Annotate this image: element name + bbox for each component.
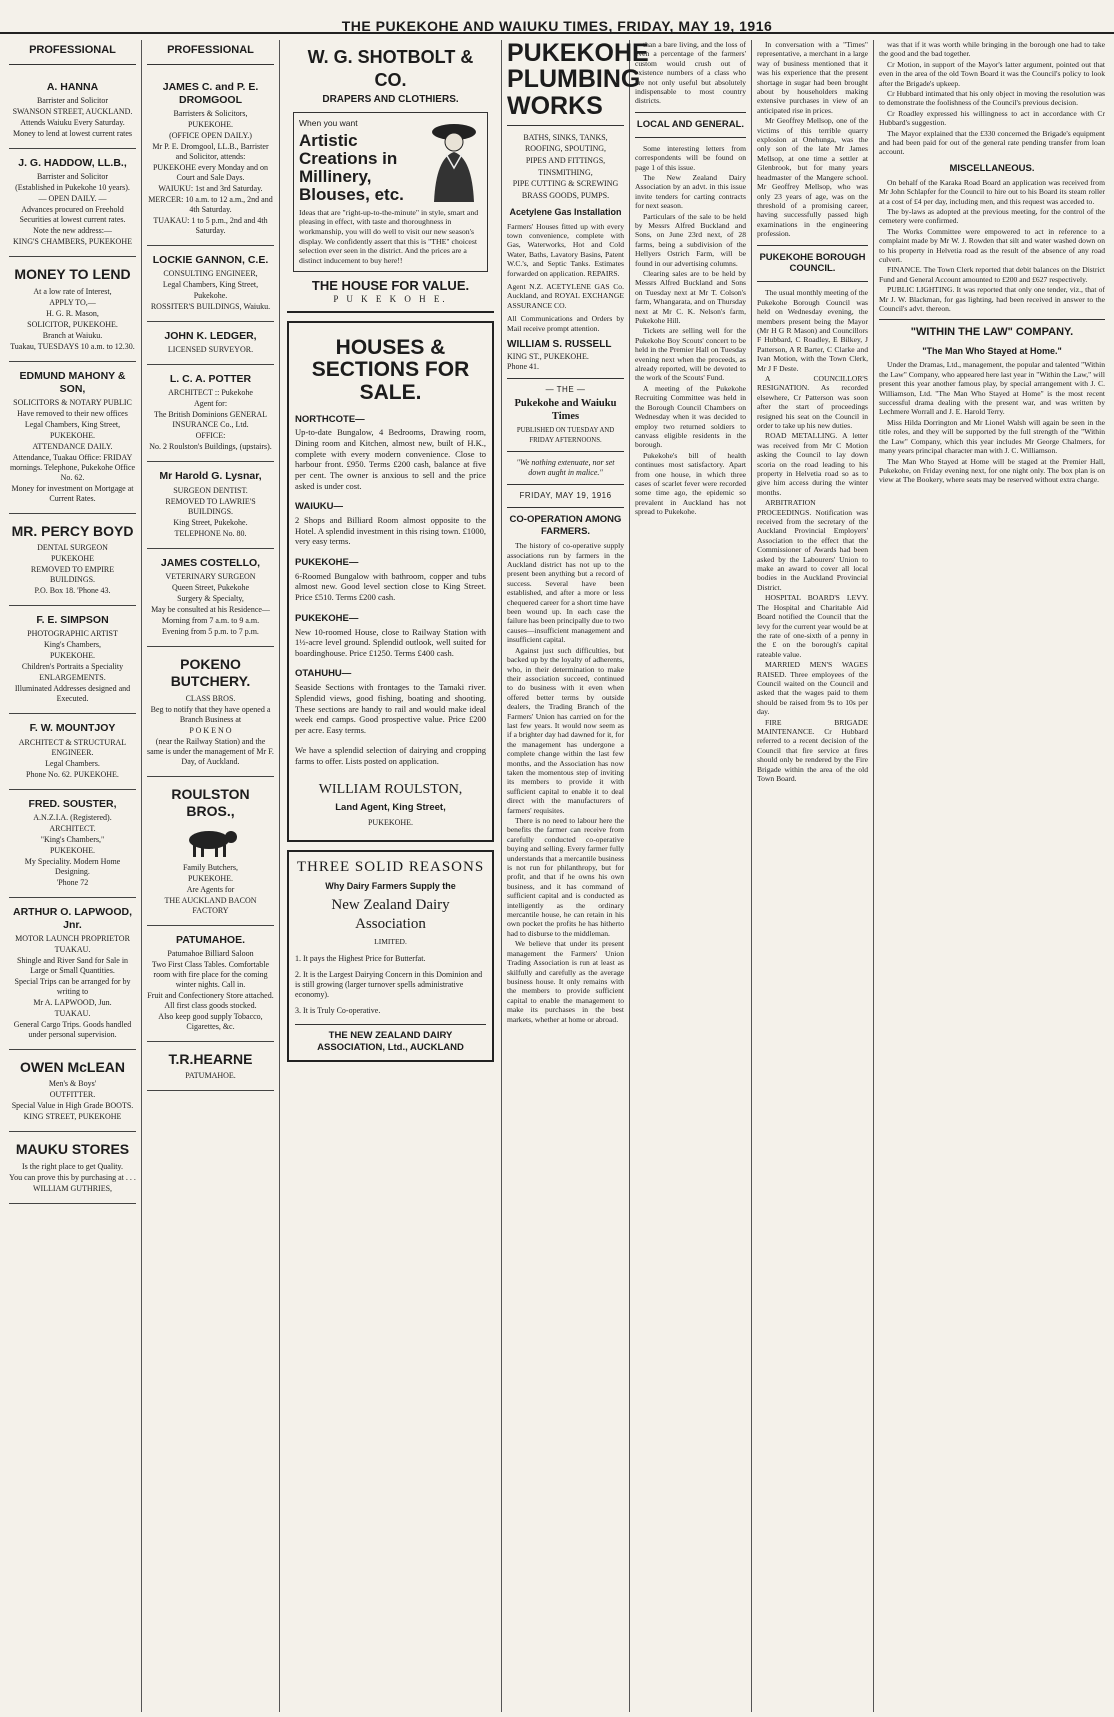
listing-text: 6-Roomed Bungalow with bathroom, copper and tubs almost new. Good level section close to King Street. Price £510. Terms £200 cash. [295, 570, 486, 603]
professional-card [9, 257, 136, 362]
professional-card [9, 1132, 136, 1204]
service-line: PIPE CUTTING & SCREWING [512, 179, 619, 189]
card-name: MONEY TO LEND [14, 266, 131, 282]
editorial-body [507, 541, 624, 1024]
card-name: JOHN K. LEDGER, [164, 330, 257, 343]
card-line: PUKEKOHE. [49, 430, 96, 440]
column-plumbing-editorial [502, 39, 649, 1712]
paragraph: In conversation with a "Times" representative, a merchant in a large way of business mentioned that it was his experience that the present shortage in sugar had been brought about by householders making extensive purchases in view of an anticipated rise in prices. [757, 40, 868, 115]
shotbolt-ad [287, 40, 494, 313]
card-name: EDMUND MAHONY & SON, [19, 369, 126, 395]
column-council-play [874, 40, 1110, 1712]
professional-card [147, 246, 274, 322]
card-line: At a low rate of Interest, [33, 286, 112, 296]
paragraph: FINANCE. The Town Clerk reported that debit balances on the District Fund and General Account amounted to £200 and £627 respectively. [879, 265, 1105, 284]
paragraph: The Works Committee were empowered to act in reference to a complaint made by Mr W. J. Rowden that silt and water washed down on to his property in Helvetia road as the result of the absence of any road culvert. [879, 226, 1105, 264]
card-line: Have removed to their new offices [17, 408, 128, 418]
miscellaneous-body [879, 178, 1105, 314]
shotbolt-name: W. G. SHOTBOLT & CO. [307, 47, 474, 90]
service-line: PIPES AND FITTINGS, [525, 155, 606, 165]
paragraph: The Man Who Stayed at Home will be staged at the Premier Hall, Pukekohe, on Friday evening next, for one night only. The box plan is on view at The Bookery, where seats may be reserved without extra charge. [879, 456, 1105, 485]
card-line: Note the new address:— [33, 226, 112, 235]
card-line: MERCER: 10 a.m. to 12 a.m., 2nd and 4th Saturday. [148, 195, 273, 214]
card-line: SOLICITOR, PUKEKOHE. [27, 319, 118, 329]
lady-portrait-illustration [424, 118, 482, 202]
council-continuation [879, 40, 1105, 157]
card-line: TELEPHONE No. 80. [174, 528, 247, 538]
paragraph: Pukekohe's bill of health continues most satisfactory. Apart from one house, in which three cases of scarlet fever were recorded some time ago, the epidemic so prevalent in Auckland has not spread to Pukekohe. [635, 450, 746, 517]
card-line: Special Value in High Grade BOOTS. [11, 1101, 134, 1111]
card-line: Mr A. LAPWOOD, Jun. [33, 997, 112, 1007]
paragraph: The New Zealand Dairy Association by an advt. in this issue invite tenders for carting contracts for next season. [635, 172, 746, 211]
property-listing [295, 557, 486, 603]
paragraph: We believe that under its present management the Farmers' Union Trading Association is run at least as skilfully and carefully as the average business house. It only remains with the members to provide sufficient capital to enable the management to make its purchases in the best markets, whether at home or abroad. [507, 939, 624, 1024]
card-line: 'Phone 72 [56, 877, 89, 887]
plumbing-services [507, 132, 624, 202]
service-line: TINSMITHING, [538, 167, 593, 177]
card-line: ATTENDANCE DAILY. [32, 441, 113, 451]
card-line: LICENSED SURVEYOR. [167, 345, 254, 355]
plumbing-contact: All Communications and Orders by Mail receive prompt attention. [507, 314, 624, 333]
card-line: Legal Chambers, King Street, [162, 280, 259, 290]
card-line: REMOVED TO EMPIRE BUILDINGS. [30, 565, 115, 585]
card-line: OUTFITTER. [49, 1090, 96, 1100]
column-advertisements [280, 40, 502, 1712]
shotbolt-body: Ideas that are "right-up-to-the-minute" in style, smart and pleasing in effect, with taste and thoroughness in workmanship, you will do well to visit our new season's display. We confidently assert that this is "THE" choicest selection ever seen in the district. And the prices are a distinct inducement to buy here!! [299, 207, 479, 266]
reasons-footer: THE NEW ZEALAND DAIRY ASSOCIATION, Ltd., AUCKLAND [295, 1024, 486, 1054]
card-line: Men's & Boys' [48, 1079, 97, 1089]
card-name: OWEN McLEAN [20, 1058, 125, 1075]
professional-card [147, 462, 274, 548]
paragraph: was that if it was worth while bringing in the borough one had to take the good and the bad together. [879, 40, 1105, 59]
card-line: ENLARGEMENTS. [39, 673, 106, 683]
card-line: Are Agents for [186, 884, 235, 894]
property-listing [295, 414, 486, 492]
column-professional-1 [4, 40, 142, 1712]
paragraph: Miss Hilda Dorrington and Mr Lionel Walsh will again be seen in the title roles, and they will be supported by the full strength of the "Within the Law" Company, which this year includes Mr George Chalmers, for many years principal character man with J. C. Williamson. [879, 417, 1105, 456]
property-listing [295, 613, 486, 659]
professional-card [147, 777, 274, 926]
agent-name: WILLIAM ROULSTON, [318, 781, 463, 797]
listing-place: NORTHCOTE— [295, 413, 365, 425]
card-line: ARCHITECT. [49, 823, 96, 833]
professional-cards [9, 73, 136, 1204]
card-line: King Street, Pukekohe. [173, 517, 248, 527]
card-line: (OFFICE OPEN DAILY.) [169, 131, 252, 140]
card-line: P O K E N O [189, 725, 232, 735]
card-name: A. HANNA [46, 80, 99, 93]
paragraph: The Mayor explained that the £330 concerned the Brigade's equipment and had been paid for out of the general rate pending transfer from loan account. [879, 128, 1105, 157]
plumbing-agent: Agent N.Z. ACETYLENE GAS Co. Auckland, and ROYAL EXCHANGE ASSURANCE CO. [507, 282, 624, 310]
card-name: POKENO BUTCHERY. [170, 655, 251, 690]
agent-town: PUKEKOHE. [367, 818, 414, 828]
card-line: Attendance, Tuakau Office: FRIDAY mornings. Telephone, Pukekohe Office No. 62. [9, 452, 136, 482]
paragraph: There is no need to labour here the benefits the farmer can receive from carefully conducted co-operative buying and selling. Every farmer fully understands that a mercantile business is not run for philanthropy, but for profit, and that if he owns his own business, and it has command of sufficient capital and is conducted as intelligently as the ordinary mercantile house, he can retain in his own pocket the profits he has hitherto had to disburse to the middleman. [507, 816, 624, 938]
card-name: MAUKU STORES [15, 1141, 130, 1158]
column-professional-2 [142, 40, 280, 1712]
card-line: CONSULTING ENGINEER, [163, 269, 258, 279]
professional-card [9, 606, 136, 714]
card-line: REMOVED TO LAWRIE'S BUILDINGS. [165, 496, 256, 516]
paragraph: Mr Geoffrey Mellsop, one of the victims of this terrible quarry explosion at Onehunga, was the only son of the late Mr James Mellsop, at one time a settler at Glenbrook, but for many years headmaster of the Mangere school. Mr Geoffrey Mellsop, who was only 23 years of age, was on the threshold of a promising career, having successfully passed high examinations in the engineering profession. [757, 116, 868, 239]
card-line: H. G. R. Mason, [46, 308, 99, 318]
paragraph: Cr Roadley expressed his willingness to act in accordance with Cr Hubbard's suggestion. [879, 108, 1105, 128]
professional-card [147, 926, 274, 1042]
card-name: J. G. HADDOW, LL.B., [18, 156, 127, 169]
card-line: VETERINARY SURGEON [165, 571, 256, 581]
professional-card [147, 322, 274, 365]
card-name: JAMES COSTELLO, [160, 556, 261, 569]
card-line: Beg to notify that they have opened a Branch Business at [150, 704, 271, 724]
professional-card [9, 1050, 136, 1133]
card-line: King's Chambers, [44, 640, 101, 650]
local-general-body [635, 144, 746, 517]
card-name: ARTHUR O. LAPWOOD, Jnr. [13, 905, 132, 931]
paragraph: than a bare living, and the loss of even a percentage of the farmers' custom would crush out of existence numbers of a class who are not only useful but absolutely indispensable to most country districts. [635, 40, 746, 106]
bull-icon [179, 825, 243, 859]
miscellaneous-title: MISCELLANEOUS. [949, 162, 1035, 174]
reasons-list [295, 954, 486, 1016]
professional-card [147, 73, 274, 246]
card-line: Legal Chambers. [45, 758, 100, 768]
card-line: Evening from 5 p.m. to 7 p.m. [162, 626, 259, 636]
acetylene-heading: Acetylene Gas Installation [509, 207, 622, 218]
masthead [0, 0, 1114, 34]
reason-item: 1. It pays the Highest Price for Butterfat. [295, 953, 426, 963]
card-line: Morning from 7 a.m. to 9 a.m. [161, 615, 260, 625]
card-line: Pukekohe. [193, 291, 228, 301]
card-line: Surgery & Specialty, [177, 593, 244, 603]
listing-place: WAIUKU— [295, 501, 344, 513]
card-line: Tuakau, TUESDAYS 10 a.m. to 12.30. [10, 341, 135, 351]
card-line: WILLIAM GUTHRIES, [32, 1183, 113, 1193]
houses-note: We have a splendid selection of dairying and cropping farms to offer. Lists posted on application. [295, 745, 486, 767]
paragraph: On behalf of the Karaka Road Board an application was received from Mr John Schlapfer for the Council to hire out to his Board its steam roller at a cost of £4 per day, including men, and this request was acceded to. [879, 177, 1105, 206]
card-line: PUKEKOHE. [187, 120, 234, 129]
card-line: Money for investment on Mortgage at Current Rates. [11, 483, 134, 503]
card-name: FRED. SOUSTER, [28, 797, 117, 810]
professional-cards [147, 73, 274, 1092]
service-line: ROOFING, SPOUTING, [524, 144, 607, 154]
card-line: PUKEKOHE. [49, 845, 96, 855]
plumbing-phone: Phone 41. [507, 361, 539, 371]
local-general-title: LOCAL AND GENERAL. [636, 118, 745, 130]
news-items [757, 40, 868, 239]
paragraph: Tickets are selling well for the Pukekohe Boy Scouts' concert to be held in the Premier Hall on Tuesday evening next when the proceeds, as already reported, will be devoted to the work of the Scouts' Fund. [635, 326, 746, 383]
shotbolt-sub: DRAPERS AND CLOTHIERS. [322, 94, 459, 105]
reasons-company: New Zealand Dairy Association [331, 897, 450, 932]
professional-card [9, 149, 136, 257]
professional-card [9, 790, 136, 898]
card-line: (near the Railway Station) and the same is under the management of Mr F. Day, of Auckland. [147, 736, 274, 766]
listing-place: OTAHUHU— [295, 668, 352, 680]
paragraph: Cr Hubbard intimated that his only object in moving the resolution was to demonstrate the foolishness of the Council's previous decision. [879, 89, 1105, 108]
card-line: Barristers & Solicitors, [173, 109, 248, 118]
card-name: F. E. SIMPSON [36, 614, 109, 627]
play-title: "WITHIN THE LAW" COMPANY. [910, 326, 1074, 339]
card-line: Advances procured on Freehold Securities at lowest current rates. [19, 205, 126, 224]
agent-line: Land Agent, King Street, [335, 802, 446, 814]
paragraph: FIRE BRIGADE MAINTENANCE. Cr Hubbard referred to a recent decision of the Council that fire service at fires should only be rendered by the Fire Brigade within the area of the old Town Board. [757, 717, 868, 783]
paper-the: — THE — [545, 384, 586, 394]
card-line: TUAKAU. [54, 944, 91, 954]
card-line: — OPEN DAILY. — [38, 194, 107, 203]
card-line: My Speciality. Modern Home Designing. [24, 856, 121, 876]
card-line: THE AUCKLAND BACON FACTORY [164, 895, 257, 915]
plumbing-owner: WILLIAM S. RUSSELL [507, 339, 612, 351]
card-line: PUKEKOHE [50, 554, 95, 564]
card-line: Attends Waiuku Every Saturday. [20, 117, 125, 127]
card-line: (Established in Pukekohe 10 years). [15, 183, 130, 192]
plumbing-owner-address: KING ST., PUKEKOHE. [507, 351, 589, 361]
article-continuation [635, 40, 746, 106]
card-line: PHOTOGRAPHIC ARTIST [27, 629, 118, 639]
houses-for-sale-ad [287, 321, 494, 842]
borough-body [757, 288, 868, 783]
card-line: KING'S CHAMBERS, PUKEKOHE [12, 237, 132, 246]
card-line: PUKEKOHE. [49, 651, 96, 661]
card-line: PUKEKOHE. [187, 873, 234, 883]
paragraph: Particulars of the sale to be held by Messrs Alfred Buckland and Sons, on June 23rd next, of 28 farms, being a subdivision of the Hellyers Ostrich Farm, will be found in our advertising columns. [635, 211, 746, 268]
play-body [879, 360, 1105, 484]
card-name: ROULSTON BROS., [171, 785, 250, 820]
paragraph: Clearing sales are to be held by Messrs Alfred Buckland and Sons on Tuesday next at Mr T. Colson's farm, Whangarata, and on Thursday next at Mr C. K. Nelson's farm, Pukekohe Hill. [635, 269, 746, 326]
property-listing [295, 668, 486, 735]
paragraph: A COUNCILLOR'S RESIGNATION. As recorded elsewhere, Cr Patterson was soon after the start of proceedings resigned his seat on the Council in order to take up his new duties. [757, 373, 868, 430]
card-line: Barrister and Solicitor [36, 95, 109, 105]
card-line: Branch at Waiuku. [42, 330, 103, 340]
professional-card [147, 647, 274, 777]
listing-place: PUKEKOHE— [295, 556, 359, 568]
card-line: Phone No. 62. PUKEKOHE. [26, 769, 119, 779]
card-line: The British Dominions GENERAL INSURANCE Co., Ltd. [153, 410, 268, 430]
card-line: CLASS BROS. [185, 693, 236, 703]
paper-name: Pukekohe and Waiuku Times [514, 397, 617, 422]
card-line: Two First Class Tables. Comfortable room with fire place for the coming winter nights. Call in. [151, 959, 270, 989]
listing-text: 2 Shops and Billiard Room almost opposite to the Hotel. A splendid investment in this rising town. £1000, very easy terms. [295, 515, 486, 547]
card-name: L. C. A. POTTER [169, 373, 252, 386]
card-line: "King's Chambers," [40, 834, 105, 844]
paper-published: PUBLISHED ON TUESDAY AND FRIDAY AFTERNOONS. [516, 426, 615, 444]
acetylene-body: Farmers' Houses fitted up with every town convenience, complete with Gas, Waterworks, Hot and Cold Water, Baths, Lavatory Basins, Patent W.C.'s, and Septic Tanks. Estimates forwarded on application. REPAIRS. [507, 221, 624, 278]
paragraph: The by-laws as adopted at the previous meeting, for the control of the cemetery were confirmed. [879, 206, 1105, 226]
card-line: MOTOR LAUNCH PROPRIETOR [15, 933, 130, 943]
paragraph: Under the Dramas, Ltd., management, the popular and talented "Within the Law" Company, who appeared here last year in "Within the Law," will present this year another famous play, by special arrangement with J. C. Williamson, Ltd. "The Man Who Stayed at Home" is the most recent successful drama dealing with the present war, and was written by Lechmere Worrall and J. E. Harold Terry. [879, 360, 1105, 417]
card-line: P.O. Box 18. 'Phone 43. [34, 586, 111, 596]
column-borough-council [752, 40, 874, 1712]
card-line: WAIUKU: 1st and 3rd Saturday. [158, 184, 263, 193]
card-name: PATUMAHOE. [175, 933, 246, 946]
card-name: JAMES C. and P. E. DROMGOOL [162, 80, 259, 106]
card-line: Illuminated Addresses designed and Executed. [14, 684, 131, 704]
professional-card [147, 1042, 274, 1092]
card-line: SURGEON DENTIST. [173, 485, 248, 495]
listing-text: New 10-roomed House, close to Railway Station with 1½-acre level ground. Splendid outlook, well suited for boardinghouse. Price £1250. Terms £400 cash. [295, 626, 486, 658]
card-line: ARCHITECT & STRUCTURAL ENGINEER. [18, 737, 127, 757]
dairy-association-ad [287, 850, 494, 1062]
plumbing-ad [507, 39, 649, 372]
card-line: TUAKAU. [54, 1008, 91, 1018]
card-line: Family Butchers, [182, 862, 239, 872]
card-line: Special Trips can be arranged for by writing to [14, 976, 131, 996]
reasons-sub: Why Dairy Farmers Supply the [325, 880, 456, 891]
column-heading: PROFESSIONAL [147, 40, 274, 65]
issue-date: FRIDAY, MAY 19, 1916 [519, 491, 612, 501]
card-name: T.R.HEARNE [168, 1050, 253, 1067]
card-line: PATUMAHOE. [185, 1071, 236, 1081]
card-line: Mr P. E. Dromgool, LL.B., Barrister and Solicitor, attends: [152, 142, 269, 161]
card-line: Legal Chambers, King Street, [24, 419, 121, 429]
listing-text: Up-to-date Bungalow, 4 Bedrooms, Drawing room, Dining room and Kitchen, almost new, built of H.K., complete with every modern convenience. Close to harbour front. £950. Terms £200 cash, balance at five per cent. The owner is anxious to sell and the price asked is under cost. [295, 427, 486, 491]
card-name: Mr Harold G. Lysnar, [159, 470, 262, 483]
paragraph: Against just such difficulties, but backed up by the loyalty of adherents, who, in their determination to make their association succeed, continued to do business with it even when offered better terms by outside dealers, the Trading Branch of the Farmers' Union has carried on for the last few years. It would now seem as if a brighter day had dawned for it, for the management has undergone a complete change within the last few months, and the Association has now taken the momentous step of inviting its members to provide it with sufficient capital to enable it to deal direct with the manufacturers of farmers' requisites. [507, 645, 624, 815]
professional-card [9, 73, 136, 149]
play-subtitle: "The Man Who Stayed at Home." [922, 346, 1062, 357]
property-listings [295, 414, 486, 736]
paragraph: The history of co-operative supply associations run by farmers in the Auckland district has not up to the present been anything but a record of success. Several have been established, and after a more or less chequered career for a short time have been wound up. In each case the failure has been principally due to two causes—insufficient management and insufficient capital. [507, 541, 624, 645]
card-line: General Cargo Trips. Goods handled under personal supervision. [13, 1019, 132, 1039]
card-name: MR. PERCY BOYD [11, 522, 134, 539]
masthead-title: THE PUKEKOHE AND WAIUKU TIMES, FRIDAY, MAY 19, 1916 [341, 18, 773, 34]
card-line: You can prove this by purchasing at . . . [9, 1172, 136, 1182]
card-line: Agent for: [193, 399, 228, 409]
reason-item: 2. It is the Largest Dairying Concern in this Dominion and is still growing (larger turnover spells administrative economy). [295, 969, 483, 999]
card-line: KING STREET, PUKEKOHE [23, 1112, 122, 1122]
shotbolt-footer: THE HOUSE FOR VALUE. [311, 277, 470, 293]
card-line: PUKEKOHE every Monday and on Court and Sale Days. [152, 163, 269, 182]
professional-card [9, 898, 136, 1050]
paragraph: PUBLIC LIGHTING. It was reported that only one tender, viz., that of Mr J. W. Blackman, for gas lighting, had been received in answer to the Council's advt. thereon. [879, 285, 1105, 314]
service-line: BRASS GOODS, PUMPS. [521, 190, 610, 200]
card-line: Fruit and Confectionery Store attached. All first class goods stocked. [147, 990, 274, 1010]
listing-place: PUKEKOHE— [295, 612, 359, 624]
editorial-title: CO-OPERATION AMONG FARMERS. [509, 514, 622, 538]
plumbing-title: PUKEKOHE PLUMBING WORKS [507, 39, 649, 120]
paragraph: Cr Motion, in support of the Mayor's latter argument, pointed out that even in the area of the old Town Board it was the Council's policy to look after the Brigade's upkeep. [879, 59, 1105, 88]
shotbolt-want: When you want [299, 117, 358, 128]
paragraph: ARBITRATION PROCEEDINGS. Notification was received from the secretary of the Auckland Provincial Employers' Association to the effect that the Commissioner of Awards had been asked by the Labourers' Union to make an award to cover all local bodies in the Auckland Provincial District. [757, 498, 868, 592]
card-line: May be consulted at his Residence— [151, 604, 270, 614]
professional-card [147, 365, 274, 462]
card-name: LOCKIE GANNON, C.E. [152, 254, 269, 266]
service-line: BATHS, SINKS, TANKS, [523, 132, 608, 142]
shotbolt-town: P U K E K O H E. [333, 294, 448, 305]
paragraph: A meeting of the Pukekohe Recruiting Committee was held in the Borough Council Chambers on Wednesday when it was decided to employ two returned soldiers to canvass eligible residents in the borough. [635, 383, 746, 450]
card-line: APPLY TO,— [49, 297, 96, 307]
professional-card [9, 714, 136, 789]
card-line: SOLICITORS & NOTARY PUBLIC [13, 397, 132, 407]
card-line: Queen Street, Pukekohe [171, 582, 250, 592]
reasons-limited: LIMITED. [374, 936, 407, 946]
card-line: Barrister and Solicitor [36, 172, 109, 181]
card-line: DENTAL SURGEON [37, 543, 108, 553]
card-line: Is the right place to get Quality. [21, 1161, 123, 1171]
houses-title: HOUSES & SECTIONS FOR SALE. [311, 336, 470, 404]
card-line: Shingle and River Sand for Sale in Large or Small Quantities. [16, 955, 129, 975]
listing-text: Seaside Sections with frontages to the Tamaki river. Splendid views, good fishing, boating and shooting. These sections are handy to rail and would make ideal week end camps. Good prospective value. Price £200 per acre. Easy terms. [295, 682, 486, 735]
card-name: F. W. MOUNTJOY [29, 722, 116, 735]
column-local-general [630, 40, 752, 1712]
card-line: ROSSITER'S BUILDINGS, Waiuku. [150, 302, 271, 312]
card-line: ARCHITECT :: Pukekohe [168, 388, 253, 398]
card-line: Patumahoe Billiard Saloon [167, 948, 254, 958]
column-heading: PROFESSIONAL [9, 40, 136, 65]
card-line: A.N.Z.I.A. (Registered). [33, 812, 112, 822]
card-line: SWANSON STREET, AUCKLAND. [12, 106, 133, 116]
paragraph: MARRIED MEN'S WAGES RAISED. Three employees of the Council waited on the Council and asked that the wages paid to them should be raised from 9s to 10s per day. [757, 660, 868, 717]
card-line: Money to lend at lowest current rates [12, 128, 133, 138]
card-line: No. 2 Roulston's Buildings, (upstairs). [149, 442, 272, 452]
professional-card [9, 362, 136, 514]
card-line: Also keep good supply Tobacco, Cigarettes, &c. [158, 1011, 263, 1031]
paragraph: HOSPITAL BOARD'S LEVY. The Hospital and Charitable Aid Board notified the Council that the levy for the current year would be at the rate of one-sixth of a penny in the £ on the borough's capital rateable value. [757, 593, 868, 659]
paragraph: The usual monthly meeting of the Pukekohe Borough Council was held on Wednesday evening, the members present being the Mayor (Mr H G R Mason) and Councillors F Hubbard, C Roadley, E Bilkey, J Patterson, A R Barter, C Clarke and Ivan Motion, with the Town Clerk, Mr J F Deste. [757, 288, 868, 373]
professional-card [147, 549, 274, 647]
paragraph: ROAD METALLING. A letter was received from Mr C Motion asking the Council to lay down scoria on the road leading to his property in Helvetia road so as to give him access during the winter months. [757, 431, 868, 497]
shotbolt-headline: Artistic Creations in Millinery, Blouses, etc. [299, 131, 404, 204]
card-line: Children's Portraits a Speciality [21, 662, 124, 672]
property-listing [295, 501, 486, 547]
reasons-title: THREE SOLID REASONS [296, 859, 485, 876]
reason-item: 3. It is Truly Co-operative. [295, 1005, 381, 1015]
paragraph: Some interesting letters from correspondents will be found on page 1 of this issue. [635, 143, 746, 172]
borough-title: PUKEKOHE BOROUGH COUNCIL. [759, 251, 866, 275]
card-line: OFFICE: [195, 431, 226, 441]
paper-motto: "We nothing extenuate, nor set down aught in malice." [516, 458, 615, 478]
professional-card [9, 514, 136, 607]
card-line: TUAKAU: 1 to 5 p.m., 2nd and 4th Saturday. [153, 216, 268, 235]
